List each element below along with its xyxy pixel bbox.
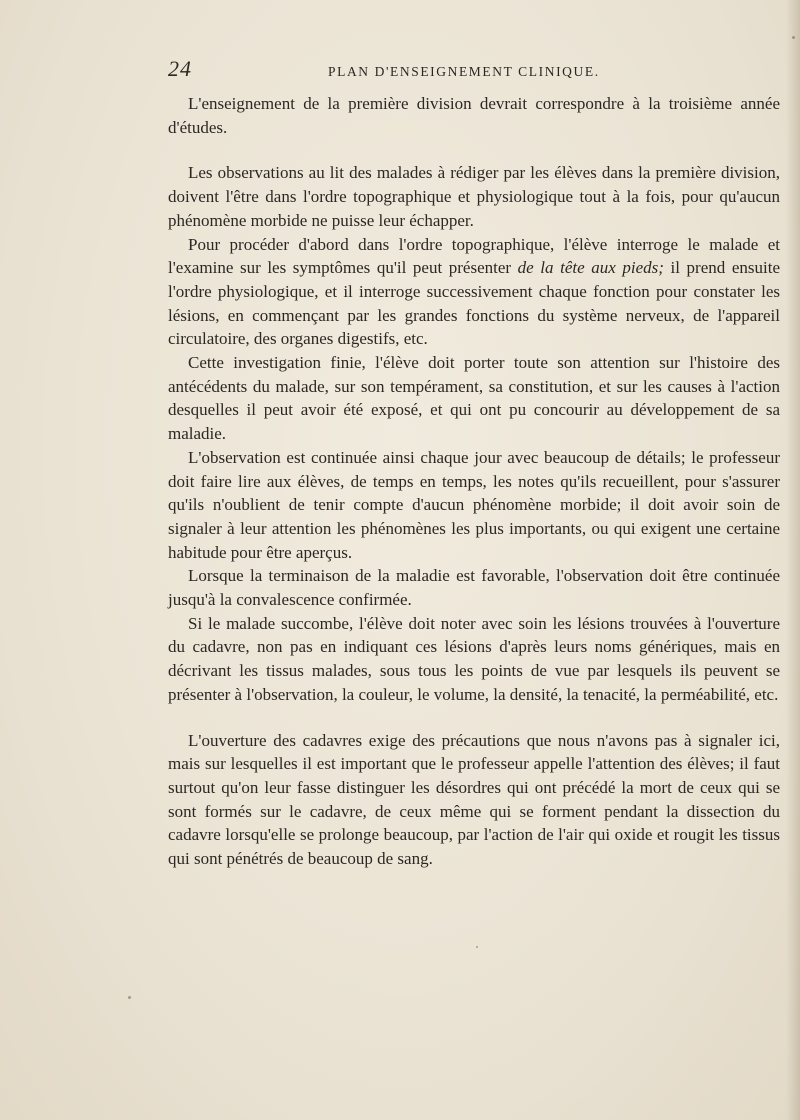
paragraph-7: Si le malade succombe, l'élève doit noter avec soin les lésions trouvées à l'ouverture du cadavre, non pas en indiquant ces lésions d'après leurs noms génériques, mais en décrivant les tissus malades, sous tous les points de vue par lesquels ils peuvent se présenter à l'observation, la couleur, le volume, la densité, la tenacité, la perméabilité, etc. bbox=[168, 613, 780, 704]
body-text bbox=[168, 92, 780, 871]
paragraph-4: Cette investigation finie, l'élève doit porter toute son attention sur l'histoire des antécédents du malade, sur son tempérament, sa constitution, et sur les causes à l'action desquelles il peut avoir été exposé, et qui ont pu concourir au développement de sa maladie. bbox=[168, 353, 780, 444]
paragraph-8: L'ouverture des cadavres exige des précautions que nous n'avons pas à signaler ici, mais sur lesquelles il est important que le professeur appelle l'attention des élèves; il faut surtout qu'on leur fasse distinguer les désordres qui ont précédé la mort de ceux qui se sont formés sur le cadavre, de ceux même qui se forment pendant la dissection du cadavre lorsqu'elle se prolonge beaucoup, par l'action de l'air qui oxide et rougit les tissus qui sont pénétrés de beaucoup de sang. bbox=[168, 730, 780, 869]
paragraph-3-before: Pour procéder d'abord dans l'ordre topographique, l'élève interroge le malade et l'examine sur les symptômes qu'il peut présenter bbox=[168, 234, 780, 278]
paragraph-5: L'observation est continuée ainsi chaque jour avec beaucoup de détails; le professeur doit faire lire aux élèves, de temps en temps, les notes qu'ils recueillent, pour s'assurer qu'ils n'oublient de tenir compte d'aucun phénomène morbide; il doit avoir soin de signaler à leur attention les phénomènes les plus importants, ou qui exigent une certaine habitude pour être aperçus. bbox=[168, 447, 780, 562]
running-title: PLAN D'ENSEIGNEMENT CLINIQUE. bbox=[328, 64, 600, 79]
paragraph-2: Les observations au lit des malades à rédiger par les élèves dans la première division, doivent l'être dans l'ordre topographique et physiologique tout à la fois, pour qu'aucun phénomène morbide ne puisse leur échapper. bbox=[168, 163, 780, 230]
paper-speck bbox=[792, 36, 795, 39]
paper-speck bbox=[128, 996, 131, 999]
paragraph-1: L'enseignement de la première division devrait correspondre à la troisième année d'études. bbox=[168, 94, 780, 137]
paragraph-3 bbox=[168, 233, 780, 352]
paragraph-6: Lorsque la terminaison de la maladie est favorable, l'observation doit être continuée jusqu'à la convalescence confirmée. bbox=[168, 566, 780, 610]
page-header bbox=[168, 56, 780, 84]
page-edge-shadow bbox=[786, 0, 800, 1120]
page-number: 24 bbox=[168, 56, 192, 81]
paper-speck bbox=[476, 946, 478, 948]
paragraph-3-emphasis: de la tête aux pieds; bbox=[517, 258, 664, 278]
paragraph-3-after: il prend ensuite l'ordre physiologique, et il interroge successivement chaque fonction pour constater les lésions, en commençant par les grandes fonctions du système nerveux, de l'appareil circulatoire, des organes digestifs, etc. bbox=[168, 258, 780, 349]
